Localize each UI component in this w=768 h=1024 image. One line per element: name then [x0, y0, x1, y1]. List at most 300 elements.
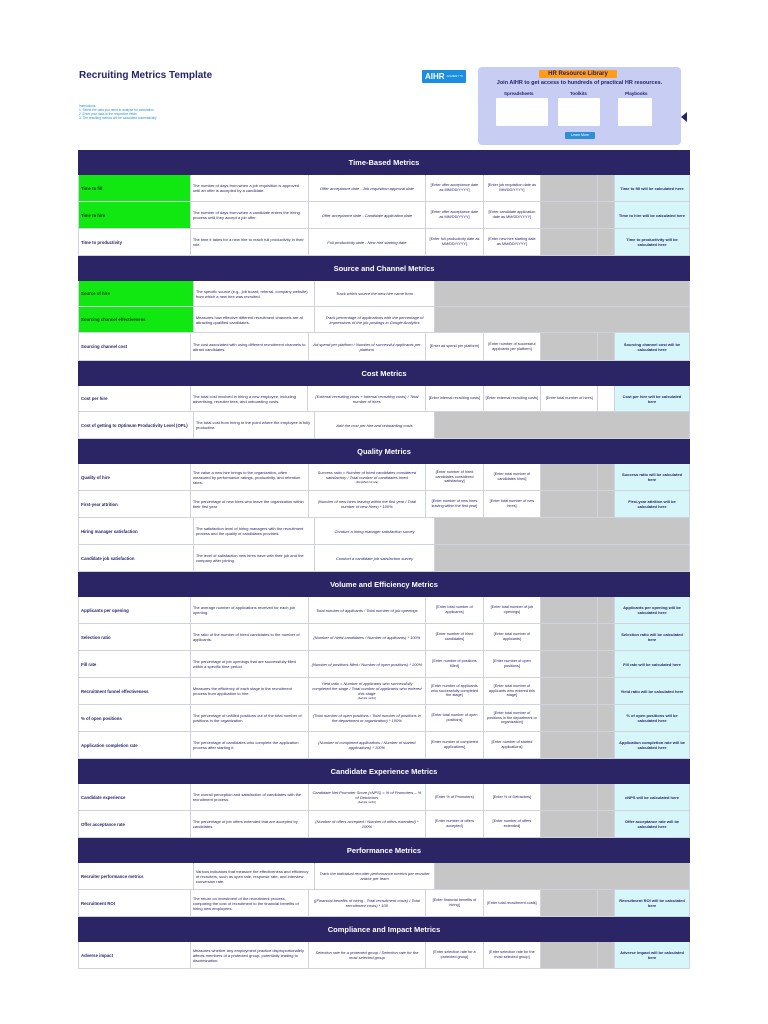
disabled-cell: [541, 624, 598, 650]
metric-formula: [315, 545, 436, 571]
input-field-text: [Enter total number of applicants]: [436, 605, 473, 614]
spacer-cell: [598, 597, 615, 623]
input-field[interactable]: [426, 464, 483, 490]
metric-row: [78, 229, 690, 256]
section-header: Performance Metrics: [78, 838, 690, 863]
metric-name-text: Selection ratio: [81, 634, 111, 640]
spacer-cell: [598, 333, 615, 360]
input-field-text: [Enter number of offers extended]: [492, 819, 532, 828]
disabled-cells: [435, 545, 690, 571]
metric-name: [78, 597, 191, 623]
input-field-text: [Enter financial benefits of hiring]: [432, 898, 477, 907]
input-field[interactable]: [484, 202, 541, 228]
input-field-text: [Enter new hire starting date as MM/DD/YYYY]: [488, 237, 536, 246]
input-field-text: [Enter internal recruiting costs]: [428, 396, 481, 401]
metric-description: [191, 678, 309, 704]
metric-row: [78, 678, 690, 705]
input-field-text: [Enter number of completed applications]: [431, 740, 478, 749]
metric-row: [78, 464, 690, 491]
input-field[interactable]: [484, 175, 541, 201]
result-cell: [615, 732, 690, 758]
logo-text: AIHR: [425, 72, 445, 81]
metric-description: [191, 811, 309, 837]
disabled-cell: [541, 202, 598, 228]
banner-column-spreadsheets: Spreadsheets: [504, 91, 534, 96]
input-field[interactable]: [426, 333, 483, 360]
input-field-text: [Enter full productivity date as MM/DD/YYYY]: [429, 237, 480, 246]
formula-body: [312, 681, 423, 701]
result-cell-text: Recruitment ROI will be calculated here: [619, 898, 685, 908]
spacer-cell: [598, 942, 615, 968]
input-field-text: [Enter number of successful applicants per platform]: [488, 341, 536, 351]
input-field-text: [Enter number of hired candidates considered satisfactory]: [435, 470, 474, 484]
formula-text: Candidate Net Promoter Score (cNPS) = % of Promoters – % of Detractors: [312, 789, 422, 800]
spacer-cell: [598, 890, 615, 916]
input-field[interactable]: [541, 386, 598, 411]
input-field-text: [Enter total number of job openings]: [490, 605, 534, 614]
metric-name: [78, 175, 191, 201]
metric-name-text: Applicants per opening: [81, 607, 129, 613]
metric-description-text: The percentage of candidates who complete the application process after starting it.: [192, 740, 299, 750]
result-cell-text: cNPS will be calculated here: [624, 794, 680, 800]
disabled-cells: [435, 518, 690, 544]
metric-name-text: Cost per hire: [81, 396, 108, 401]
metric-formula: [309, 784, 427, 810]
metric-formula: [309, 942, 427, 968]
metric-name-text: Fill rate: [81, 661, 97, 667]
disabled-cell: [541, 678, 598, 704]
result-cell: [615, 678, 690, 704]
instructions: [79, 104, 279, 120]
input-field-text: [Enter total number of hires]: [545, 396, 593, 401]
metric-name: [78, 229, 191, 255]
metric-formula: [309, 890, 427, 916]
metric-description: [191, 784, 309, 810]
metric-description-text: Measures whether any employment practice disproportionately affects members of a protected group, potentially leading to discrimination.: [192, 947, 305, 963]
result-cell: [615, 651, 690, 677]
resource-library-banner[interactable]: [478, 67, 681, 145]
formula-body: [312, 470, 423, 485]
instructions-heading: Instructions:: [79, 104, 97, 108]
formula-body: [312, 342, 423, 352]
metric-name: [78, 333, 191, 360]
metric-description-text: The total cost involved in hiring a new employee, including advertising, recruiter fees, and onboarding costs.: [192, 393, 296, 404]
formula-text: Conduct a hiring manager satisfaction survey: [334, 528, 415, 534]
metric-name: [78, 545, 194, 571]
input-field-text: [Enter number of new hires leaving within the first year]: [431, 499, 478, 508]
metric-description-text: The percentage of job offers extended that are accepted by candidates.: [192, 819, 298, 829]
disabled-cell: [541, 705, 598, 731]
input-field[interactable]: [484, 678, 541, 704]
input-field-text: [Enter selection rate for a protected group]: [433, 950, 476, 959]
formula-text: (Number of hired candidates / Number of applicants) * 100%: [313, 634, 421, 640]
result-cell-text: Time to hire will be calculated here: [618, 212, 686, 218]
result-cell: [615, 784, 690, 810]
metric-row: [78, 651, 690, 678]
input-field[interactable]: [484, 624, 541, 650]
result-cell-text: Fill rate will be calculated here: [623, 661, 681, 667]
formula-body: [320, 186, 414, 191]
input-field-text: [Enter number of started applications]: [491, 740, 533, 749]
disabled-cell: [541, 464, 598, 490]
metric-description-text: The number of days from when a job requisition is approved until an offer is accepted by a candidate.: [192, 183, 300, 193]
metric-description: [191, 229, 309, 255]
input-field-text: [Enter number of hired candidates]: [435, 632, 474, 641]
metric-description: [194, 518, 315, 544]
formula-text: Yield ratio = Number of applicants who successfully completed the stage / Total number of applicants who entered this stage: [312, 681, 422, 696]
result-cell-text: Time to fill will be calculated here: [620, 185, 684, 191]
result-cell-text: First-year attrition will be calculated here: [628, 499, 676, 509]
formula-text: Total number of applicants / Total number of job openings: [316, 607, 418, 613]
formula-text: Track the individual recruiter performance metrics per recruiter and/or per team: [319, 871, 430, 881]
metric-name-text: Recruitment funnel effectiveness: [81, 688, 149, 694]
formula-text: (Number of new hires leaving within the first year / Total number of new hires) * 100%: [317, 499, 417, 509]
metric-name: [78, 307, 194, 332]
result-cell: [615, 464, 690, 490]
input-field[interactable]: [484, 890, 541, 916]
result-cell: [615, 175, 690, 201]
input-field[interactable]: [426, 202, 483, 228]
metric-description: [194, 281, 315, 306]
metric-name: [78, 705, 191, 731]
metric-description: [191, 624, 309, 650]
metric-row: [78, 811, 690, 838]
metric-row: [78, 890, 690, 917]
result-cell: [615, 597, 690, 623]
spacer-cell: [598, 202, 615, 228]
metric-description-text: The percentage of new hires who leave the organization within their first year.: [192, 499, 304, 509]
formula-body: [316, 608, 418, 613]
input-field[interactable]: [426, 784, 483, 810]
spacer-cell: [598, 386, 615, 411]
spacer-cell: [598, 678, 615, 704]
input-field-text: [Enter job requisition date as MM/DD/YYYY]: [487, 183, 536, 192]
formula-note: (Sample metric): [357, 697, 377, 700]
metric-name: [78, 890, 191, 916]
input-field-text: [Enter % of Promoters]: [435, 794, 474, 799]
formula-body: [335, 529, 415, 534]
metric-description-text: The average number of applications received for each job opening.: [192, 605, 295, 615]
input-field[interactable]: [426, 651, 483, 677]
formula-body: [312, 898, 423, 908]
input-field-text: [Enter ad spend per platform]: [429, 344, 480, 349]
spacer-cell: [598, 464, 615, 490]
formula-text: Success ratio = Number of hired candidates considered satisfactory / Total number of candidates hired: [317, 469, 417, 480]
spacer-cell: [598, 784, 615, 810]
metric-name-text: Cost of getting to Optimum Productivity Level (OPL): [81, 422, 188, 428]
metric-formula: [309, 678, 427, 704]
disabled-cell: [541, 333, 598, 360]
input-field[interactable]: [484, 942, 541, 968]
input-field[interactable]: [426, 175, 483, 201]
metric-formula: [309, 811, 427, 837]
banner-column-playbooks: Playbooks: [625, 91, 648, 96]
input-field-text: [Enter total number of positions in the department or organization]: [486, 711, 537, 725]
metric-name-text: Candidate experience: [81, 794, 126, 800]
metric-formula: [309, 651, 427, 677]
disabled-cell: [541, 597, 598, 623]
formula-body: [312, 499, 423, 509]
input-field[interactable]: [426, 732, 483, 758]
metric-row: [78, 386, 690, 412]
formula-text: Conduct a candidate job satisfaction survey: [335, 555, 414, 561]
disabled-cells: [435, 412, 690, 438]
formula-text: Ad spend per platform / Number of successful applicants per platform: [313, 341, 421, 352]
metric-formula: [309, 333, 427, 360]
metric-description: [191, 202, 309, 228]
metric-row: [78, 784, 690, 811]
input-field-text: [Enter selection rate for the most selected group]: [489, 950, 535, 959]
instructions-step: 1. Select the data you need to analyse for calculation: [79, 108, 154, 112]
logo-subtext: ACADEMY TO INNOVATE HR: [425, 75, 463, 92]
formula-body: [312, 790, 423, 805]
metric-description-text: Various indicators that measure the effectiveness and efficiency of recruiters, such as open rate, response rate, and interview conversion rate.: [195, 868, 309, 884]
metric-name: [78, 732, 191, 758]
metric-row: [78, 307, 690, 333]
banner-tag: HR Resource Library: [539, 70, 617, 78]
spacer-cell: [598, 624, 615, 650]
formula-body: [318, 871, 432, 881]
result-cell: [615, 229, 690, 255]
aihr-logo[interactable]: [422, 70, 466, 92]
metric-name: [78, 784, 191, 810]
metric-description-text: The level of satisfaction new hires have with their job and the company after joining.: [195, 553, 304, 563]
metric-name-text: Time to productivity: [81, 239, 122, 245]
section-header: Volume and Efficiency Metrics: [78, 572, 690, 597]
disabled-cell: [541, 942, 598, 968]
formula-text: Offer acceptance date - Candidate application date: [321, 212, 413, 218]
result-cell: [615, 386, 690, 411]
input-field-text: [Enter number of positions filled]: [432, 659, 477, 668]
formula-text: ((Financial benefits of hiring - Total recruitment costs) / Total recruitment costs) * 100: [313, 898, 420, 908]
input-field[interactable]: [426, 705, 483, 731]
metric-description: [191, 890, 309, 916]
formula-text: (Number of positions filled / Number of open positions) * 100%: [311, 661, 423, 667]
result-cell-text: % of open positions will be calculated here: [626, 713, 678, 723]
input-field[interactable]: [484, 784, 541, 810]
metric-description-text: The ratio of the number of hired candidates to the number of applicants.: [192, 632, 300, 642]
metric-description-text: The total cost from hiring to the point where the employee is fully productive.: [195, 420, 311, 430]
formula-note: (Sample metric): [357, 800, 377, 804]
section-header: Candidate Experience Metrics: [78, 759, 690, 784]
result-cell: [615, 705, 690, 731]
input-field[interactable]: [426, 597, 483, 623]
metric-description-text: Measures how effective different recruitment channels are at attracting qualified candidates.: [195, 314, 303, 325]
input-field[interactable]: [426, 491, 483, 517]
instructions-step: 2. Enter your data in the respective fields: [79, 112, 137, 116]
metric-description: [191, 491, 309, 517]
metric-name-text: Recruitment ROI: [81, 900, 115, 906]
disabled-cell: [541, 890, 598, 916]
metric-name: [78, 651, 191, 677]
result-cell-text: Offer acceptance rate will be calculated here: [624, 819, 680, 829]
spacer-cell: [598, 732, 615, 758]
input-field-text: [Enter offer acceptance date as MM/DD/YYYY]: [430, 183, 479, 192]
disabled-cell: [541, 651, 598, 677]
metric-formula: [309, 705, 427, 731]
input-field[interactable]: [484, 732, 541, 758]
result-cell: [615, 890, 690, 916]
disabled-cell: [541, 811, 598, 837]
input-field-text: [Enter % of Detractors]: [492, 794, 532, 799]
metric-name: [78, 281, 194, 306]
formula-body: [318, 315, 432, 325]
metric-name-text: % of open positions: [81, 715, 122, 721]
spreadsheet-thumbnail: [496, 98, 548, 126]
metric-formula: [315, 863, 436, 889]
metric-name-text: Recruiter performance metrics: [81, 873, 144, 879]
metric-name: [78, 491, 191, 517]
formula-text: Offer acceptance date - Job requisition approval date: [319, 185, 414, 191]
metric-formula: [309, 624, 427, 650]
input-field[interactable]: [484, 597, 541, 623]
section-header: Source and Channel Metrics: [78, 256, 690, 281]
metric-row: [78, 412, 690, 439]
input-field[interactable]: [484, 386, 541, 411]
disabled-cell: [541, 175, 598, 201]
result-cell-text: Yield ratio will be calculated here: [620, 688, 684, 694]
input-field-text: [Enter total number of open positions]: [431, 713, 478, 722]
input-field[interactable]: [484, 229, 541, 255]
formula-text: Track percentage of applications with the percentage of impressions of the job postings in Google Analytics: [325, 314, 424, 325]
formula-body: [312, 713, 423, 723]
metric-formula: [309, 202, 427, 228]
input-field[interactable]: [484, 811, 541, 837]
section-header: Quality Metrics: [78, 439, 690, 464]
metric-formula: [315, 518, 436, 544]
metric-name-text: Hiring manager satisfaction: [81, 528, 138, 534]
metric-formula: [309, 597, 427, 623]
metric-description: [194, 545, 315, 571]
metric-name: [78, 464, 191, 490]
metric-name: [78, 678, 191, 704]
input-field[interactable]: [426, 811, 483, 837]
disabled-cell: [541, 784, 598, 810]
metric-name: [78, 624, 191, 650]
metric-description-text: The satisfaction level of hiring managers with the recruitment process and the quality of candidates provided.: [195, 526, 304, 536]
disabled-cell: [541, 229, 598, 255]
input-field[interactable]: [426, 624, 483, 650]
formula-text: Selection rate for a protected group / Selection rate for the most selected group: [315, 950, 419, 960]
formula-body: [312, 950, 423, 960]
input-field[interactable]: [484, 464, 541, 490]
input-field[interactable]: [484, 705, 541, 731]
metric-formula: [315, 412, 436, 438]
metric-name: [78, 942, 191, 968]
metric-name: [78, 412, 194, 438]
disabled-cells: [435, 863, 690, 889]
metric-formula: [315, 307, 436, 332]
metric-row: [78, 491, 690, 518]
input-field[interactable]: [426, 229, 483, 255]
metric-description-text: The percentage of job openings that are successfully filled within a specific time period.: [192, 659, 296, 669]
result-cell: [615, 942, 690, 968]
input-field[interactable]: [484, 651, 541, 677]
input-field-text: [Enter external recruiting costs]: [485, 396, 538, 401]
metric-name: [78, 863, 194, 889]
metric-name-text: Source of hire: [81, 291, 110, 296]
formula-body: [312, 819, 423, 829]
metric-name-text: First-year attrition: [81, 501, 118, 507]
metric-description: [194, 412, 315, 438]
metric-row: [78, 545, 690, 572]
metric-row: [78, 333, 690, 361]
metric-description: [191, 464, 309, 490]
input-field[interactable]: [426, 890, 483, 916]
section-header: Time-Based Metrics: [78, 150, 690, 175]
formula-text: (Number of offers accepted / Number of offers extended) * 100%: [315, 819, 419, 829]
metric-name-text: Application completion rate: [81, 742, 138, 748]
input-field-text: [Enter total number of applicants who entered this stage]: [488, 684, 535, 698]
learn-more-button[interactable]: Learn More: [565, 132, 595, 139]
spacer-cell: [598, 491, 615, 517]
spacer-cell: [598, 175, 615, 201]
disabled-cell: [541, 732, 598, 758]
metric-row: [78, 597, 690, 624]
page-title: Recruiting Metrics Template: [79, 70, 213, 81]
result-cell-text: Selection ratio will be calculated here: [621, 632, 683, 642]
metric-row: [78, 624, 690, 651]
metric-name-text: Time to fill: [81, 185, 103, 191]
result-cell-text: Adverse impact will be calculated here: [620, 950, 684, 960]
metric-formula: [309, 229, 427, 255]
result-cell: [615, 624, 690, 650]
instructions-step: 3. The resulting metrics will be calculated automatically: [79, 116, 157, 120]
result-cell-text: Sourcing channel cost will be calculated here: [623, 341, 681, 352]
banner-subtitle: Join AIHR to get access to hundreds of practical HR resources.: [496, 80, 663, 86]
metric-description: [191, 597, 309, 623]
metric-name-text: Offer acceptance rate: [81, 821, 125, 827]
metric-formula: [308, 386, 426, 411]
metric-description: [191, 942, 309, 968]
result-cell: [615, 491, 690, 517]
input-field-text: [Enter number of applicants who successfully completed the stage]: [430, 684, 478, 698]
section-header: Cost Metrics: [78, 361, 690, 386]
metric-row: [78, 281, 690, 307]
input-field-text: [Enter offer acceptance date as MM/DD/YYYY]: [430, 210, 479, 219]
input-field[interactable]: [426, 678, 483, 704]
input-field[interactable]: [426, 386, 483, 411]
metric-name-text: Quality of hire: [81, 474, 110, 480]
formula-body: [327, 240, 406, 245]
metric-description: [191, 705, 309, 731]
input-field[interactable]: [484, 333, 541, 360]
metric-name-text: Time to hire: [81, 212, 106, 218]
input-field[interactable]: [426, 942, 483, 968]
metric-description: [194, 863, 315, 889]
metric-name-text: Adverse impact: [81, 952, 114, 958]
metric-name: [78, 811, 191, 837]
metric-description: [194, 307, 315, 332]
metric-formula: [309, 491, 427, 517]
formula-text: Track which source the new hire came from: [335, 291, 414, 296]
formula-note: (Simplified formula): [355, 480, 379, 484]
input-field[interactable]: [484, 491, 541, 517]
input-field-text: [Enter total recruitment costs]: [487, 900, 537, 905]
formula-text: Full productivity date - New hire starting date: [327, 239, 407, 245]
formula-body: [312, 662, 423, 667]
metric-description-text: The number of days from when a candidate enters the hiring process until they accept a job offer.: [192, 210, 300, 220]
disabled-cell: [541, 491, 598, 517]
banner-column-toolkits: Toolkits: [570, 91, 587, 96]
formula-body: [311, 394, 422, 404]
disabled-cells: [435, 281, 690, 306]
result-cell: [615, 811, 690, 837]
metric-description-text: The percentage of unfilled positions out of the total number of positions in the organization.: [192, 713, 302, 723]
metric-row: [78, 175, 690, 202]
formula-text: (External recruiting costs + Internal recruiting costs) / Total number of hires: [315, 393, 419, 404]
metric-description-text: The return on investment of the recruitment process, comparing the cost of recruitment to the financial benefits of hiring new employees.: [192, 895, 299, 911]
